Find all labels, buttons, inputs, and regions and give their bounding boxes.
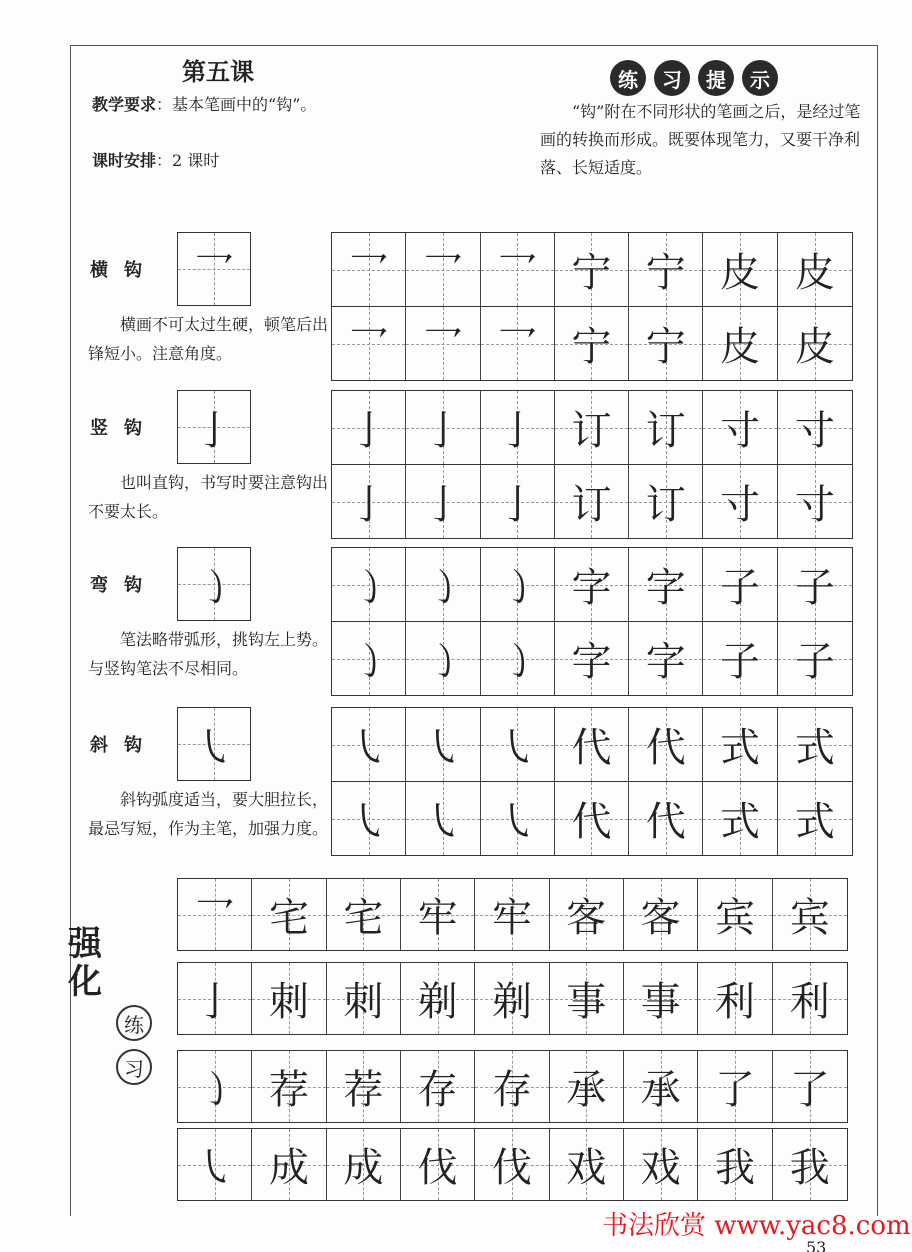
watermark: 书法欣赏 www.yac8.com — [602, 1211, 911, 1241]
grid-cell — [481, 307, 555, 380]
grid-cell — [629, 782, 703, 855]
character: ㇁ — [497, 565, 538, 611]
grid-cell — [550, 1129, 624, 1200]
grid-cell — [178, 1051, 252, 1122]
grid-row — [332, 306, 852, 380]
character: ㇂ — [422, 725, 463, 771]
grid-cell — [555, 782, 629, 855]
grid-cell — [178, 963, 252, 1034]
grid-cell — [703, 233, 777, 306]
character: 亅 — [422, 482, 463, 528]
sample-stroke: 亅 — [194, 407, 234, 454]
character: 了 — [789, 1067, 830, 1113]
grid-cell — [629, 307, 703, 380]
character: 戏 — [566, 1145, 607, 1191]
grid-cell — [703, 307, 777, 380]
character: ㇁ — [194, 1067, 235, 1113]
grid-cell — [773, 879, 847, 950]
reinforce-grid-row — [177, 962, 848, 1035]
grid-cell — [475, 1129, 549, 1200]
character: ㇂ — [422, 799, 463, 845]
grid-cell — [703, 465, 777, 538]
grid-cell — [332, 307, 406, 380]
grid-cell — [624, 879, 698, 950]
character: 寸 — [794, 482, 835, 528]
character: 事 — [640, 979, 681, 1025]
character: 客 — [640, 895, 681, 941]
requirement-text: ：基本笔画中的“钩”。 — [156, 95, 317, 114]
grid-cell — [629, 391, 703, 464]
character: 字 — [571, 639, 612, 685]
stroke-sample-box — [177, 232, 251, 306]
tip-badge: 练 — [610, 60, 646, 96]
character: 皮 — [720, 250, 761, 296]
character: ㇂ — [497, 725, 538, 771]
character: ㇁ — [348, 565, 389, 611]
character: 刺 — [268, 979, 309, 1025]
grid-cell — [475, 1051, 549, 1122]
grid-cell — [555, 708, 629, 781]
character: 子 — [794, 565, 835, 611]
character: 戏 — [640, 1145, 681, 1191]
grid-cell — [332, 548, 406, 621]
grid-cell — [778, 548, 852, 621]
grid-cell — [773, 963, 847, 1034]
grid-cell — [401, 1129, 475, 1200]
character: 承 — [566, 1067, 607, 1113]
grid-cell — [624, 1129, 698, 1200]
character: 荐 — [268, 1067, 309, 1113]
character: 亅 — [497, 482, 538, 528]
practice-grid — [331, 390, 853, 539]
character: 剃 — [417, 979, 458, 1025]
reinforce-grid-row — [177, 1128, 848, 1201]
grid-cell — [778, 708, 852, 781]
sample-stroke: 乛 — [194, 249, 234, 296]
stroke-sample-box — [177, 707, 251, 781]
character: 子 — [720, 639, 761, 685]
grid-cell — [778, 622, 852, 695]
grid-cell — [475, 963, 549, 1034]
tip-badge: 习 — [654, 60, 690, 96]
character: 利 — [789, 979, 830, 1025]
character: 亅 — [422, 408, 463, 454]
character: ㇂ — [497, 799, 538, 845]
grid-cell — [327, 1051, 401, 1122]
character: ㇁ — [497, 639, 538, 685]
grid-cell — [406, 622, 480, 695]
schedule-label: 课时安排 — [92, 151, 157, 170]
character: 宅 — [343, 895, 384, 941]
grid-cell — [332, 708, 406, 781]
grid-cell — [332, 233, 406, 306]
character: 寸 — [794, 408, 835, 454]
grid-cell — [252, 1129, 326, 1200]
character: 寸 — [720, 408, 761, 454]
character: 代 — [645, 725, 686, 771]
grid-cell — [475, 879, 549, 950]
grid-cell — [332, 782, 406, 855]
grid-cell — [406, 708, 480, 781]
stroke-label: 竖钩 — [90, 418, 158, 439]
character: ㇁ — [422, 565, 463, 611]
character: 牢 — [417, 895, 458, 941]
grid-cell — [327, 963, 401, 1034]
character: 我 — [714, 1145, 755, 1191]
character: 订 — [571, 482, 612, 528]
grid-cell — [555, 307, 629, 380]
grid-cell — [550, 1051, 624, 1122]
grid-cell — [332, 465, 406, 538]
character: 亅 — [348, 408, 389, 454]
teaching-requirement — [92, 92, 316, 115]
grid-row — [332, 621, 852, 695]
character: 代 — [645, 799, 686, 845]
grid-cell — [406, 391, 480, 464]
schedule — [92, 148, 219, 171]
grid-cell — [481, 465, 555, 538]
grid-cell — [778, 465, 852, 538]
grid-cell — [178, 1129, 252, 1200]
character: 亅 — [497, 408, 538, 454]
grid-cell — [401, 1051, 475, 1122]
character: 字 — [645, 639, 686, 685]
character: 代 — [571, 725, 612, 771]
character: 宁 — [571, 250, 612, 296]
grid-cell — [406, 233, 480, 306]
grid-cell — [555, 233, 629, 306]
grid-cell — [252, 963, 326, 1034]
grid-cell — [406, 465, 480, 538]
character: ㇂ — [348, 799, 389, 845]
character: 成 — [343, 1145, 384, 1191]
grid-cell — [698, 1051, 772, 1122]
reinforce-title: 强化 — [68, 924, 102, 1002]
grid-cell — [332, 622, 406, 695]
character: 存 — [417, 1067, 458, 1113]
sample-stroke: ㇁ — [194, 564, 234, 611]
grid-cell — [703, 622, 777, 695]
reinforce-grid-row — [177, 1050, 848, 1123]
grid-cell — [629, 708, 703, 781]
practice-tips-badges — [610, 60, 778, 96]
grid-cell — [550, 963, 624, 1034]
practice-badge: 习 — [116, 1049, 152, 1085]
character: 字 — [571, 565, 612, 611]
practice-grid — [331, 232, 853, 381]
grid-cell — [624, 1051, 698, 1122]
grid-cell — [778, 307, 852, 380]
stroke-sample-box — [177, 547, 251, 621]
grid-cell — [252, 879, 326, 950]
character: ㇁ — [348, 639, 389, 685]
character: 宁 — [645, 250, 686, 296]
stroke-label: 横钩 — [90, 260, 158, 281]
grid-cell — [327, 1129, 401, 1200]
character: 剃 — [491, 979, 532, 1025]
character: 伐 — [491, 1145, 532, 1191]
character: 牢 — [491, 895, 532, 941]
grid-cell — [698, 879, 772, 950]
grid-row — [332, 391, 852, 464]
character: 宅 — [268, 895, 309, 941]
character: 利 — [714, 979, 755, 1025]
character: 乛 — [422, 250, 463, 296]
character: 皮 — [794, 250, 835, 296]
character: 宾 — [714, 895, 755, 941]
character: 客 — [566, 895, 607, 941]
stroke-label: 斜钩 — [90, 735, 158, 756]
stroke-label: 弯钩 — [90, 575, 158, 596]
character: 皮 — [720, 324, 761, 370]
practice-grid — [331, 707, 853, 856]
character: 宾 — [789, 895, 830, 941]
character: ㇁ — [422, 639, 463, 685]
grid-cell — [778, 782, 852, 855]
practice-grid — [331, 547, 853, 696]
grid-cell — [703, 708, 777, 781]
grid-cell — [698, 963, 772, 1034]
grid-cell — [629, 548, 703, 621]
grid-cell — [481, 708, 555, 781]
character: 子 — [794, 639, 835, 685]
practice-badge: 练 — [116, 1005, 152, 1041]
grid-cell — [703, 782, 777, 855]
character: 订 — [645, 408, 686, 454]
stroke-description: 笔法略带弧形，挑钩左上势。与竖钩笔法不尽相同。 — [88, 630, 329, 678]
grid-cell — [703, 391, 777, 464]
character: 乛 — [422, 324, 463, 370]
character: 式 — [720, 725, 761, 771]
lesson-title: 第五课 — [182, 57, 254, 86]
sample-cell — [178, 708, 250, 780]
sample-stroke: ㇂ — [194, 724, 234, 771]
character: 我 — [789, 1145, 830, 1191]
grid-cell — [332, 391, 406, 464]
tip-badge: 示 — [742, 60, 778, 96]
character: 乛 — [497, 250, 538, 296]
grid-cell — [327, 879, 401, 950]
character: 乛 — [194, 895, 235, 941]
character: ㇂ — [348, 725, 389, 771]
character: 订 — [571, 408, 612, 454]
character: 寸 — [720, 482, 761, 528]
character: 式 — [794, 799, 835, 845]
grid-row — [332, 464, 852, 538]
character: 式 — [794, 725, 835, 771]
character: 宁 — [645, 324, 686, 370]
grid-cell — [778, 233, 852, 306]
character: 亅 — [194, 979, 235, 1025]
grid-cell — [555, 548, 629, 621]
character: ㇂ — [194, 1145, 235, 1191]
practice-badges — [116, 1005, 152, 1085]
schedule-text: ：2 课时 — [156, 151, 220, 170]
grid-cell — [481, 782, 555, 855]
character: 乛 — [348, 324, 389, 370]
character: 子 — [720, 565, 761, 611]
character: 亅 — [348, 482, 389, 528]
character: 承 — [640, 1067, 681, 1113]
stroke-description: 斜钩弧度适当，要大胆拉长，最忌写短，作为主笔，加强力度。 — [88, 790, 329, 838]
character: 乛 — [348, 250, 389, 296]
sample-cell — [178, 391, 250, 463]
character: 宁 — [571, 324, 612, 370]
character: 刺 — [343, 979, 384, 1025]
grid-cell — [555, 391, 629, 464]
character: 了 — [714, 1067, 755, 1113]
grid-cell — [698, 1129, 772, 1200]
requirement-label: 教学要求 — [92, 95, 157, 114]
character: 乛 — [497, 324, 538, 370]
grid-cell — [481, 548, 555, 621]
page-number: 53 — [806, 1238, 827, 1252]
character: 订 — [645, 482, 686, 528]
grid-cell — [773, 1051, 847, 1122]
grid-cell — [624, 963, 698, 1034]
sample-cell — [178, 233, 250, 305]
grid-cell — [178, 879, 252, 950]
grid-cell — [778, 391, 852, 464]
character: 成 — [268, 1145, 309, 1191]
grid-cell — [629, 465, 703, 538]
grid-cell — [555, 622, 629, 695]
stroke-description: 也叫直钩，书写时要注意钩出不要太长。 — [88, 473, 329, 521]
grid-cell — [406, 307, 480, 380]
character: 皮 — [794, 324, 835, 370]
character: 字 — [645, 565, 686, 611]
tip-badge: 提 — [698, 60, 734, 96]
grid-row — [332, 781, 852, 855]
grid-cell — [406, 782, 480, 855]
practice-tips-text: “钩”附在不同形状的笔画之后，是经过笔画的转换而形成。既要体现笔力，又要干净利落、长短适度。 — [540, 102, 861, 177]
grid-row — [332, 233, 852, 306]
sample-cell — [178, 548, 250, 620]
grid-row — [332, 708, 852, 781]
grid-cell — [481, 391, 555, 464]
grid-cell — [629, 233, 703, 306]
character: 代 — [571, 799, 612, 845]
character: 存 — [491, 1067, 532, 1113]
grid-row — [332, 548, 852, 621]
stroke-sample-box — [177, 390, 251, 464]
character: 伐 — [417, 1145, 458, 1191]
grid-cell — [555, 465, 629, 538]
grid-cell — [481, 622, 555, 695]
character: 式 — [720, 799, 761, 845]
grid-cell — [406, 548, 480, 621]
grid-cell — [629, 622, 703, 695]
grid-cell — [401, 963, 475, 1034]
grid-cell — [773, 1129, 847, 1200]
grid-cell — [252, 1051, 326, 1122]
character: 荐 — [343, 1067, 384, 1113]
stroke-description: 横画不可太过生硬，顿笔后出锋短小。注意角度。 — [88, 315, 329, 363]
grid-cell — [550, 879, 624, 950]
grid-cell — [401, 879, 475, 950]
character: 事 — [566, 979, 607, 1025]
grid-cell — [703, 548, 777, 621]
reinforce-grid-row — [177, 878, 848, 951]
grid-cell — [481, 233, 555, 306]
